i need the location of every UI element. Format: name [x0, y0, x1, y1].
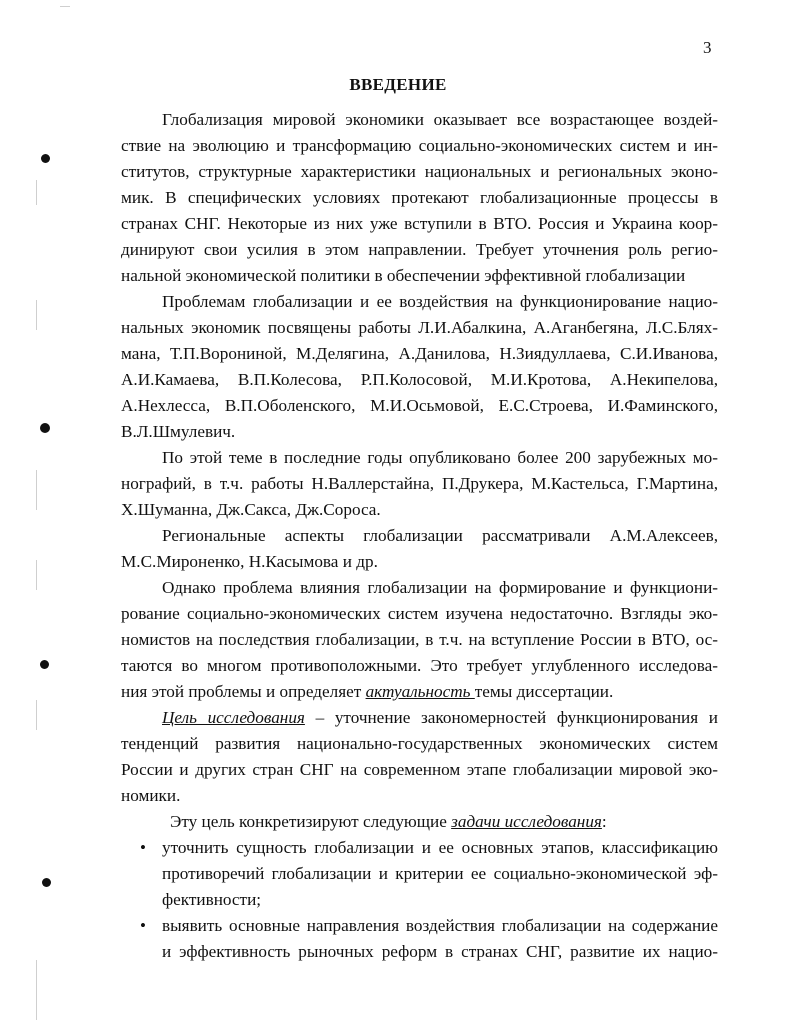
scan-edge-line — [36, 300, 37, 330]
binder-hole-mark — [42, 878, 51, 887]
scan-edge-line — [36, 180, 37, 205]
text-line — [162, 708, 718, 728]
text-line: По этой теме в последние годы опубликовано более 200 зарубежных мо- — [162, 448, 718, 467]
page-title: ВВЕДЕНИЕ — [349, 75, 447, 94]
page-number: 3 — [703, 38, 712, 57]
text-line: фективности; — [162, 890, 262, 909]
bullet-marker: • — [140, 838, 146, 857]
text-line: Региональные аспекты глобализации рассматривали А.М.Алексеев, — [162, 526, 718, 545]
text-line: А.Нехлесса, В.П.Оболенского, М.И.Осьмовой, Е.С.Строева, И.Фаминского, — [121, 396, 718, 415]
text-line: нографий, в т.ч. работы Н.Валлерстайна, П.Друкера, М.Кастельса, Г.Мартина, — [121, 474, 718, 493]
text-line: А.И.Камаева, В.П.Колесова, Р.П.Колосовой, М.И.Кротова, А.Некипелова, — [121, 370, 718, 389]
text-run: : — [601, 812, 607, 831]
text-line: В.Л.Шмулевич. — [121, 422, 236, 441]
text-line — [121, 682, 718, 702]
text-line: и эффективность рыночных реформ в странах СНГ, развитие их нацио- — [162, 942, 718, 961]
scan-edge-line — [36, 960, 37, 1020]
binder-hole-mark — [41, 154, 50, 163]
binder-hole-mark — [40, 423, 50, 433]
text-line: выявить основные направления воздействия глобализации на содержание — [162, 916, 718, 935]
text-line: М.С.Мироненко, Н.Касымова и др. — [121, 552, 378, 571]
term-research-goal: Цель исследования — [162, 708, 305, 727]
text-line: таются во многом противоположными. Это требует углубленного исследова- — [121, 656, 718, 675]
text-line: рование социально-экономических систем изучена недостаточно. Взгляды эко- — [121, 604, 718, 623]
text-line: нальных экономик посвящены работы Л.И.Абалкина, А.Аганбегяна, Л.С.Блях- — [121, 318, 718, 337]
text-line: России и других стран СНГ на современном этапе глобализации мировой эко- — [121, 760, 718, 779]
text-line: тенденций развития национально-государственных экономических систем — [121, 734, 718, 753]
text-line: мана, Т.П.Ворониной, М.Делягина, А.Данилова, Н.Зиядуллаева, С.И.Иванова, — [121, 344, 718, 363]
text-line: нальной экономической политики в обеспечении эффективной глобализации — [121, 266, 686, 285]
bullet-marker: • — [140, 916, 146, 935]
text-line: номики. — [121, 786, 181, 805]
scan-edge-line — [60, 6, 70, 7]
text-line: ститутов, структурные характеристики национальных и региональных эконо- — [121, 162, 718, 181]
text-line: Однако проблема влияния глобализации на формирование и функциони- — [162, 578, 718, 597]
scan-edge-line — [36, 470, 37, 510]
text-line: Х.Шуманна, Дж.Сакса, Дж.Сороса. — [121, 500, 381, 519]
text-line: мик. В специфических условиях протекают глобализационные процессы в — [121, 188, 718, 207]
text-line: Глобализация мировой экономики оказывает все возрастающее воздей- — [162, 110, 718, 129]
text-line: ствие на эволюцию и трансформацию социально-экономических систем и ин- — [121, 136, 718, 155]
text-line: Проблемам глобализации и ее воздействия на функционирование нацио- — [162, 292, 718, 311]
text-line: странах СНГ. Некоторые из них уже вступили в ВТО. Россия и Украина коор- — [121, 214, 718, 233]
text-run: – уточнение закономерностей функционирования и — [304, 708, 718, 727]
text-run: ния этой проблемы и определяет — [121, 682, 366, 701]
scan-edge-line — [36, 560, 37, 590]
paragraph-tasks-intro — [170, 812, 726, 832]
text-line: номистов на последствия глобализации, в т.ч. на вступление России в ВТО, ос- — [121, 630, 718, 649]
text-line: динируют свои усилия в этом направлении. Требует уточнения роль регио- — [121, 240, 718, 259]
text-run: темы диссертации. — [474, 682, 614, 701]
term-research-tasks: задачи исследования — [451, 812, 602, 831]
binder-hole-mark — [40, 660, 49, 669]
text-line: противоречий глобализации и критерии ее социально-экономической эф- — [162, 864, 718, 883]
scan-edge-line — [36, 700, 37, 730]
text-line: уточнить сущность глобализации и ее основных этапов, классификацию — [162, 838, 718, 857]
text-run: Эту цель конкретизируют следующие — [170, 812, 452, 831]
term-relevance: актуальность — [365, 682, 475, 701]
